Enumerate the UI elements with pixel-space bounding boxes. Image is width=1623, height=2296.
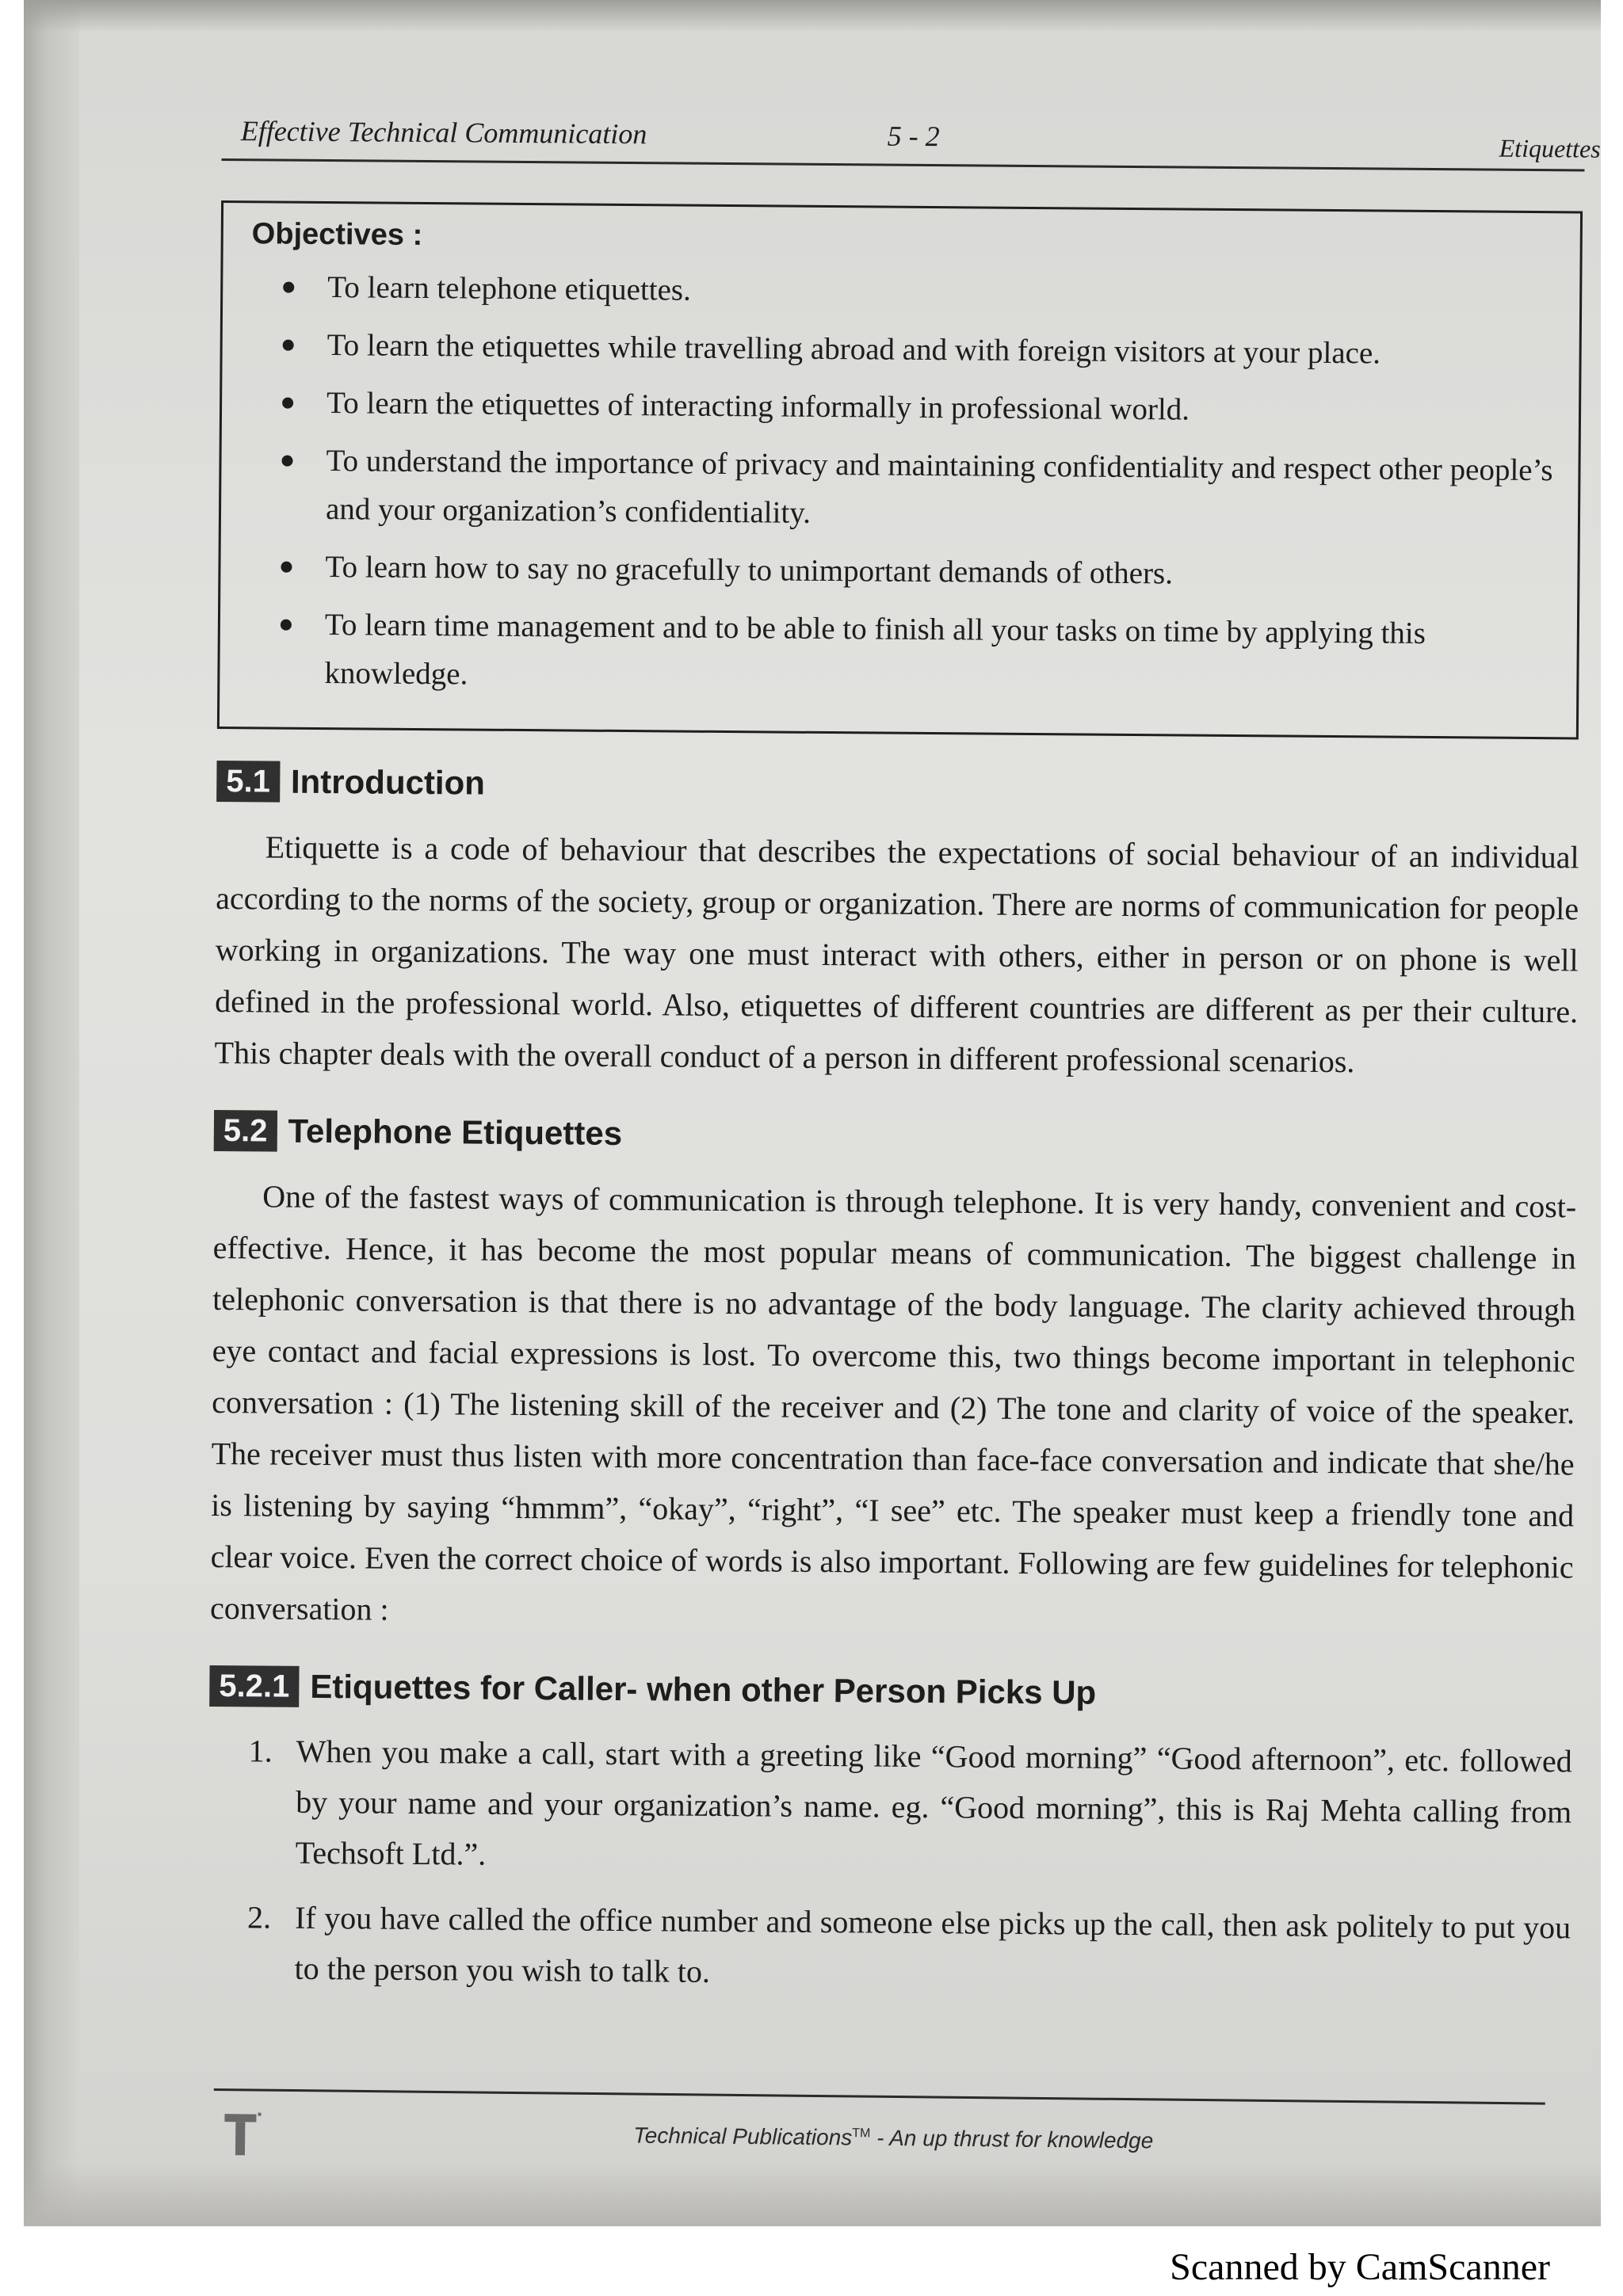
objective-item: To learn how to say no gracefully to unimportant demands of others.	[281, 543, 1556, 601]
running-header	[222, 111, 1601, 172]
subsection-heading-caller-etiquettes	[209, 1665, 1572, 1718]
publisher-tagline: - An up thrust for knowledge	[870, 2125, 1154, 2153]
caller-guidelines-list	[207, 1726, 1572, 2004]
section-title: Etiquettes for Caller- when other Person Picks Up	[310, 1667, 1097, 1711]
objectives-box	[217, 200, 1583, 739]
introduction-paragraph: Etiquette is a code of behaviour that describes the expectations of social behaviour of an individual according to the norms of the society, group or organization. There are norms of communication for people working in organizations. The way one must interact with others, either in person or on phone is well defined in the professional world. Also, etiquettes of different countries are different as per their culture. This chapter deals with the overall conduct of a person in different professional scenarios.	[214, 829, 1579, 1080]
objective-item: To learn the etiquettes of interacting informally in professional world.	[282, 379, 1558, 437]
section-heading-telephone-etiquettes	[214, 1110, 1577, 1162]
list-item	[246, 1892, 1571, 2004]
section-title: Telephone Etiquettes	[288, 1112, 623, 1153]
objective-item: To understand the importance of privacy and maintaining confidentiality and respect other people’s and your organization’s confidentiality.	[281, 437, 1558, 543]
objective-item: To learn time management and to be able to finish all your tasks on time by applying this knowledge.	[280, 601, 1556, 707]
chapter-name: Etiquettes	[1499, 133, 1601, 163]
list-number: 2.	[246, 1899, 272, 1936]
section-heading-introduction	[216, 761, 1579, 813]
page-stack-edge	[24, 0, 79, 2226]
scanner-watermark: Scanned by CamScanner	[1170, 2246, 1550, 2288]
objectives-list	[248, 262, 1559, 707]
section-number: 5.2.1	[209, 1665, 299, 1707]
trademark-mark: TM	[852, 2126, 871, 2141]
publisher-logo-icon	[221, 2109, 266, 2159]
objectives-title: Objectives :	[251, 217, 423, 252]
section-number: 5.2	[214, 1110, 277, 1152]
page-content	[207, 111, 1601, 2018]
page-top-shadow	[24, 0, 1601, 32]
section-title: Introduction	[290, 762, 486, 802]
list-text: When you make a call, start with a greeting like “Good morning” “Good afternoon”, etc. followed by your name and your organization’s name. eg. “Good morning”, this is Raj Mehta calling from Techsoft Ltd.”.	[295, 1733, 1572, 1872]
publisher-name: Technical Publications	[633, 2122, 853, 2150]
objective-item: To learn the etiquettes while travelling abroad and with foreign visitors at your place.	[282, 321, 1558, 379]
footer-rule	[214, 2088, 1545, 2105]
list-item	[247, 1726, 1571, 1888]
list-text: If you have called the office number and someone else picks up the call, then ask politely to put you to the person you wish to talk to.	[294, 1899, 1571, 1989]
page-footer	[213, 2076, 1545, 2185]
footer-publisher-line	[633, 2123, 1153, 2154]
list-number: 1.	[248, 1733, 273, 1769]
telephone-paragraph: One of the fastest ways of communication is through telephone. It is very handy, convenient and cost-effective. Hence, it has become the most popular means of communication. The biggest challenge in telephonic conversation is that there is no advantage of the body language. The clarity achieved through eye contact and facial expressions is lost. To overcome this, two things become important in telephonic conversation : (1) The listening skill of the receiver and (2) The tone and clarity of voice of the speaker. The receiver must thus listen with more concentration than face-face conversation and indicate that she/he is listening by saying “hmmm”, “okay”, “right”, “I see” etc. The speaker must keep a friendly tone and clear voice. Even the correct choice of words is also important. Following are few guidelines for telephonic conversation :	[209, 1178, 1577, 1627]
objective-item: To learn telephone etiquettes.	[283, 263, 1559, 322]
section-number: 5.1	[216, 761, 280, 803]
page-number: 5 - 2	[887, 120, 940, 153]
book-title: Effective Technical Communication	[240, 115, 647, 151]
